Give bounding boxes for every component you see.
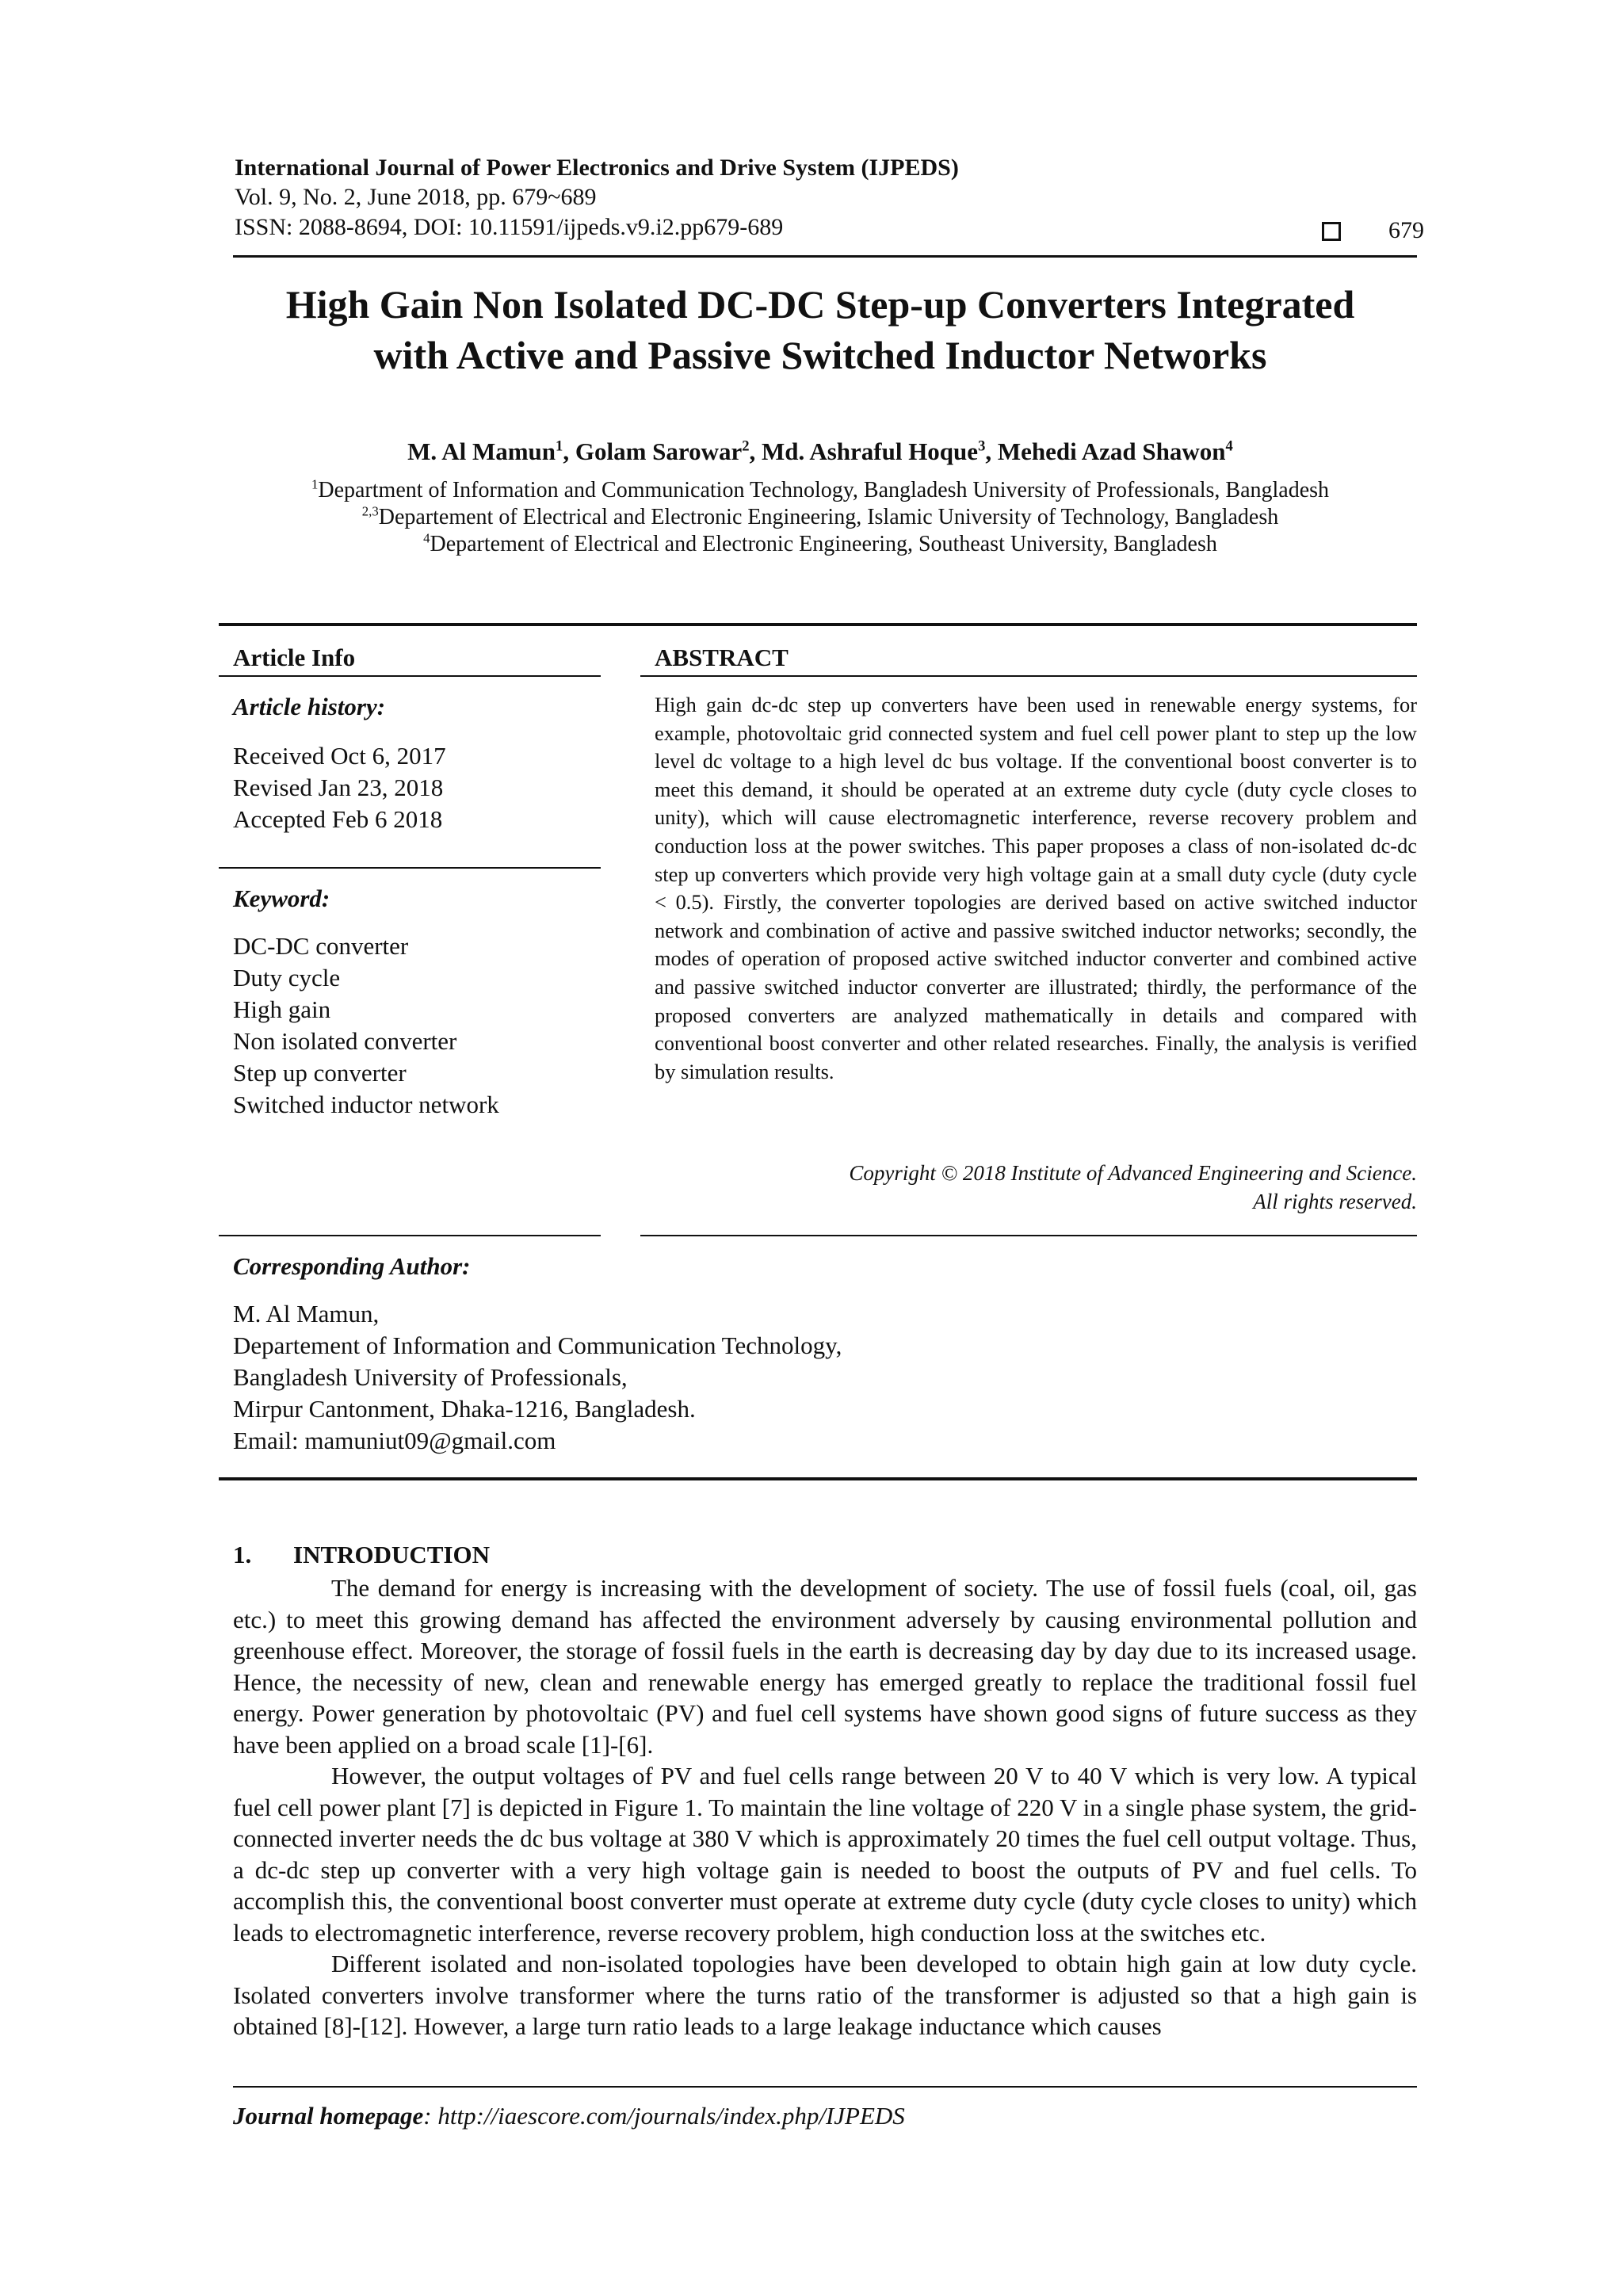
checkbox-icon [1322, 222, 1341, 241]
author-sep: , [749, 437, 762, 465]
affiliation-text: Departement of Electrical and Electronic Engineering, Southeast University, Bangladesh [430, 532, 1217, 556]
keyword-item: Switched inductor network [233, 1091, 499, 1118]
author-sep: , [985, 437, 998, 465]
affiliation-sup: 2,3 [361, 503, 379, 519]
info-top-rule [219, 623, 1417, 626]
article-history-heading: Article history: [233, 693, 386, 720]
info-bottom-rule [219, 1477, 1417, 1480]
abstract-heading: ABSTRACT [655, 644, 789, 671]
title-line-1: High Gain Non Isolated DC-DC Step-up Converters Integrated [285, 282, 1355, 327]
issn-line: ISSN: 2088-8694, DOI: 10.11591/ijpeds.v9.i2.pp679-689 [235, 214, 784, 240]
author-department: Departement of Information and Communication Technology, [233, 1331, 842, 1359]
body-paragraph: The demand for energy is increasing with the development of society. The use of fossil fuels (coal, oil, gas etc.) to meet this growing demand has affected the environment adversely by causing environmental pollution and greenhouse effect. Moreover, the storage of fossil fuels in the earth is decreasing day by day due to its increased usage. Hence, the necessity of new, clean and renewable energy has emerged greatly to replace the traditional fossil fuel energy. Power generation by photovoltaic (PV) and fuel cell systems have shown good signs of future success as they have been applied on a broad scale [1]-[6]. [233, 1574, 1417, 1759]
keyword-rule [219, 867, 601, 869]
homepage-url[interactable]: : http://iaescore.com/journals/index.php/IJPEDS [423, 2102, 905, 2130]
journal-name: International Journal of Power Electronics and Drive System (IJPEDS) [235, 155, 959, 181]
affiliation-sup: 1 [311, 476, 319, 492]
homepage-label: Journal homepage [233, 2102, 424, 2130]
page-number: 679 [1388, 217, 1424, 243]
author-name: Golam Sarowar [575, 437, 743, 465]
author-list [222, 437, 1419, 466]
history-list [233, 740, 446, 835]
corresponding-author-heading: Corresponding Author: [233, 1252, 471, 1280]
author-sup: 3 [978, 437, 986, 455]
body-paragraph: However, the output voltages of PV and fuel cells range between 20 V to 40 V which is very low. A typical fuel cell power plant [7] is depicted in Figure 1. To maintain the line voltage of 220 V in a single phase system, the grid-connected inverter needs the dc bus voltage at 380 V which is approximately 20 times the fuel cell output voltage. Thus, a dc-dc step up converter with a very high voltage gain is needed to boost the outputs of PV and fuel cells. To accomplish this, the conventional boost converter must operate at extreme duty cycle (duty cycle closes to unity) which leads to electromagnetic interference, reverse recovery problem, high conduction loss at the switches etc. [233, 1762, 1417, 1946]
right-bottom-rule [640, 1235, 1417, 1236]
article-info-rule [219, 675, 601, 677]
journal-homepage [233, 2102, 905, 2130]
author-sup: 1 [556, 437, 563, 455]
affiliation [222, 531, 1419, 558]
author-name: M. Al Mamun [407, 437, 556, 465]
author-university: Bangladesh University of Professionals, [233, 1363, 628, 1391]
accepted-date: Accepted Feb 6 2018 [233, 805, 443, 833]
section-heading: INTRODUCTION [293, 1541, 491, 1568]
author-sep: , [563, 437, 575, 465]
abstract-text: High gain dc-dc step up converters have been used in renewable energy systems, for example, photovoltaic grid connected system and fuel cell power plant to step up the low level dc voltage to a high level dc bus voltage. If the conventional boost converter is to meet this demand, it should be operated at an extreme duty cycle (duty cycle closes to unity), which will cause electromagnetic interference, reverse recovery problem and conduction loss at the power switches. This paper proposes a class of non-isolated dc-dc step up converters which provide very high voltage gain at a small duty cycle (duty cycle < 0.5). Firstly, the converter topologies are derived based on active switched inductor network and combination of active and passive switched inductor networks; secondly, the modes of operation of proposed active switched inductor converter and combined active and passive switched inductor converter are illustrated; thirdly, the performance of the proposed converters are analyzed mathematically in details and compared with conventional boost converter and other related researches. Finally, the analysis is verified by simulation results. [655, 693, 1417, 1083]
volume-line: Vol. 9, No. 2, June 2018, pp. 679~689 [235, 184, 597, 210]
body-paragraph: Different isolated and non-isolated topologies have been developed to obtain high gain at low duty cycle. Isolated converters involve transformer where the turns ratio of the transformer is adjusted so that a high gain is obtained [8]-[12]. However, a large turn ratio leads to a large leakage inductance which causes [233, 1950, 1417, 2040]
keyword-heading: Keyword: [233, 884, 330, 912]
keyword-item: DC-DC converter [233, 932, 409, 960]
paper-title [222, 279, 1419, 380]
revised-date: Revised Jan 23, 2018 [233, 774, 444, 801]
author-sup: 4 [1225, 437, 1233, 455]
author-sup: 2 [742, 437, 750, 455]
copyright-text: Copyright © 2018 Institute of Advanced Engineering and Science. [849, 1161, 1417, 1185]
affiliation-text: Departement of Electrical and Electronic Engineering, Islamic University of Technology, Bangladesh [378, 505, 1279, 529]
copyright-notice [655, 1159, 1417, 1216]
author-name: Mehedi Azad Shawon [997, 437, 1226, 465]
section-number: 1. [233, 1541, 252, 1568]
abstract-body [655, 691, 1417, 1086]
keyword-list [233, 930, 499, 1121]
corresponding-author-details [233, 1298, 842, 1457]
received-date: Received Oct 6, 2017 [233, 742, 446, 770]
left-bottom-rule [219, 1235, 601, 1236]
affiliation-text: Department of Information and Communication Technology, Bangladesh University of Professionals, Bangladesh [318, 478, 1330, 502]
abstract-rule [640, 675, 1417, 677]
footer-rule [233, 2086, 1417, 2088]
affiliation [222, 477, 1419, 504]
title-line-2: with Active and Passive Switched Inductor Networks [373, 333, 1267, 377]
author-name: M. Al Mamun, [233, 1300, 380, 1328]
rights-text: All rights reserved. [1253, 1190, 1417, 1213]
introduction-body [233, 1572, 1417, 2042]
author-name: Md. Ashraful Hoque [762, 437, 979, 465]
keyword-item: Step up converter [233, 1059, 407, 1087]
keyword-item: High gain [233, 995, 331, 1023]
affiliation [222, 504, 1419, 531]
author-email: Email: mamuniut09@gmail.com [233, 1427, 556, 1454]
keyword-item: Non isolated converter [233, 1027, 457, 1055]
header-rule [233, 255, 1417, 258]
keyword-item: Duty cycle [233, 964, 341, 991]
affiliation-sup: 4 [423, 530, 430, 546]
article-info-heading: Article Info [233, 644, 356, 671]
author-address: Mirpur Cantonment, Dhaka-1216, Bangladesh. [233, 1395, 696, 1423]
